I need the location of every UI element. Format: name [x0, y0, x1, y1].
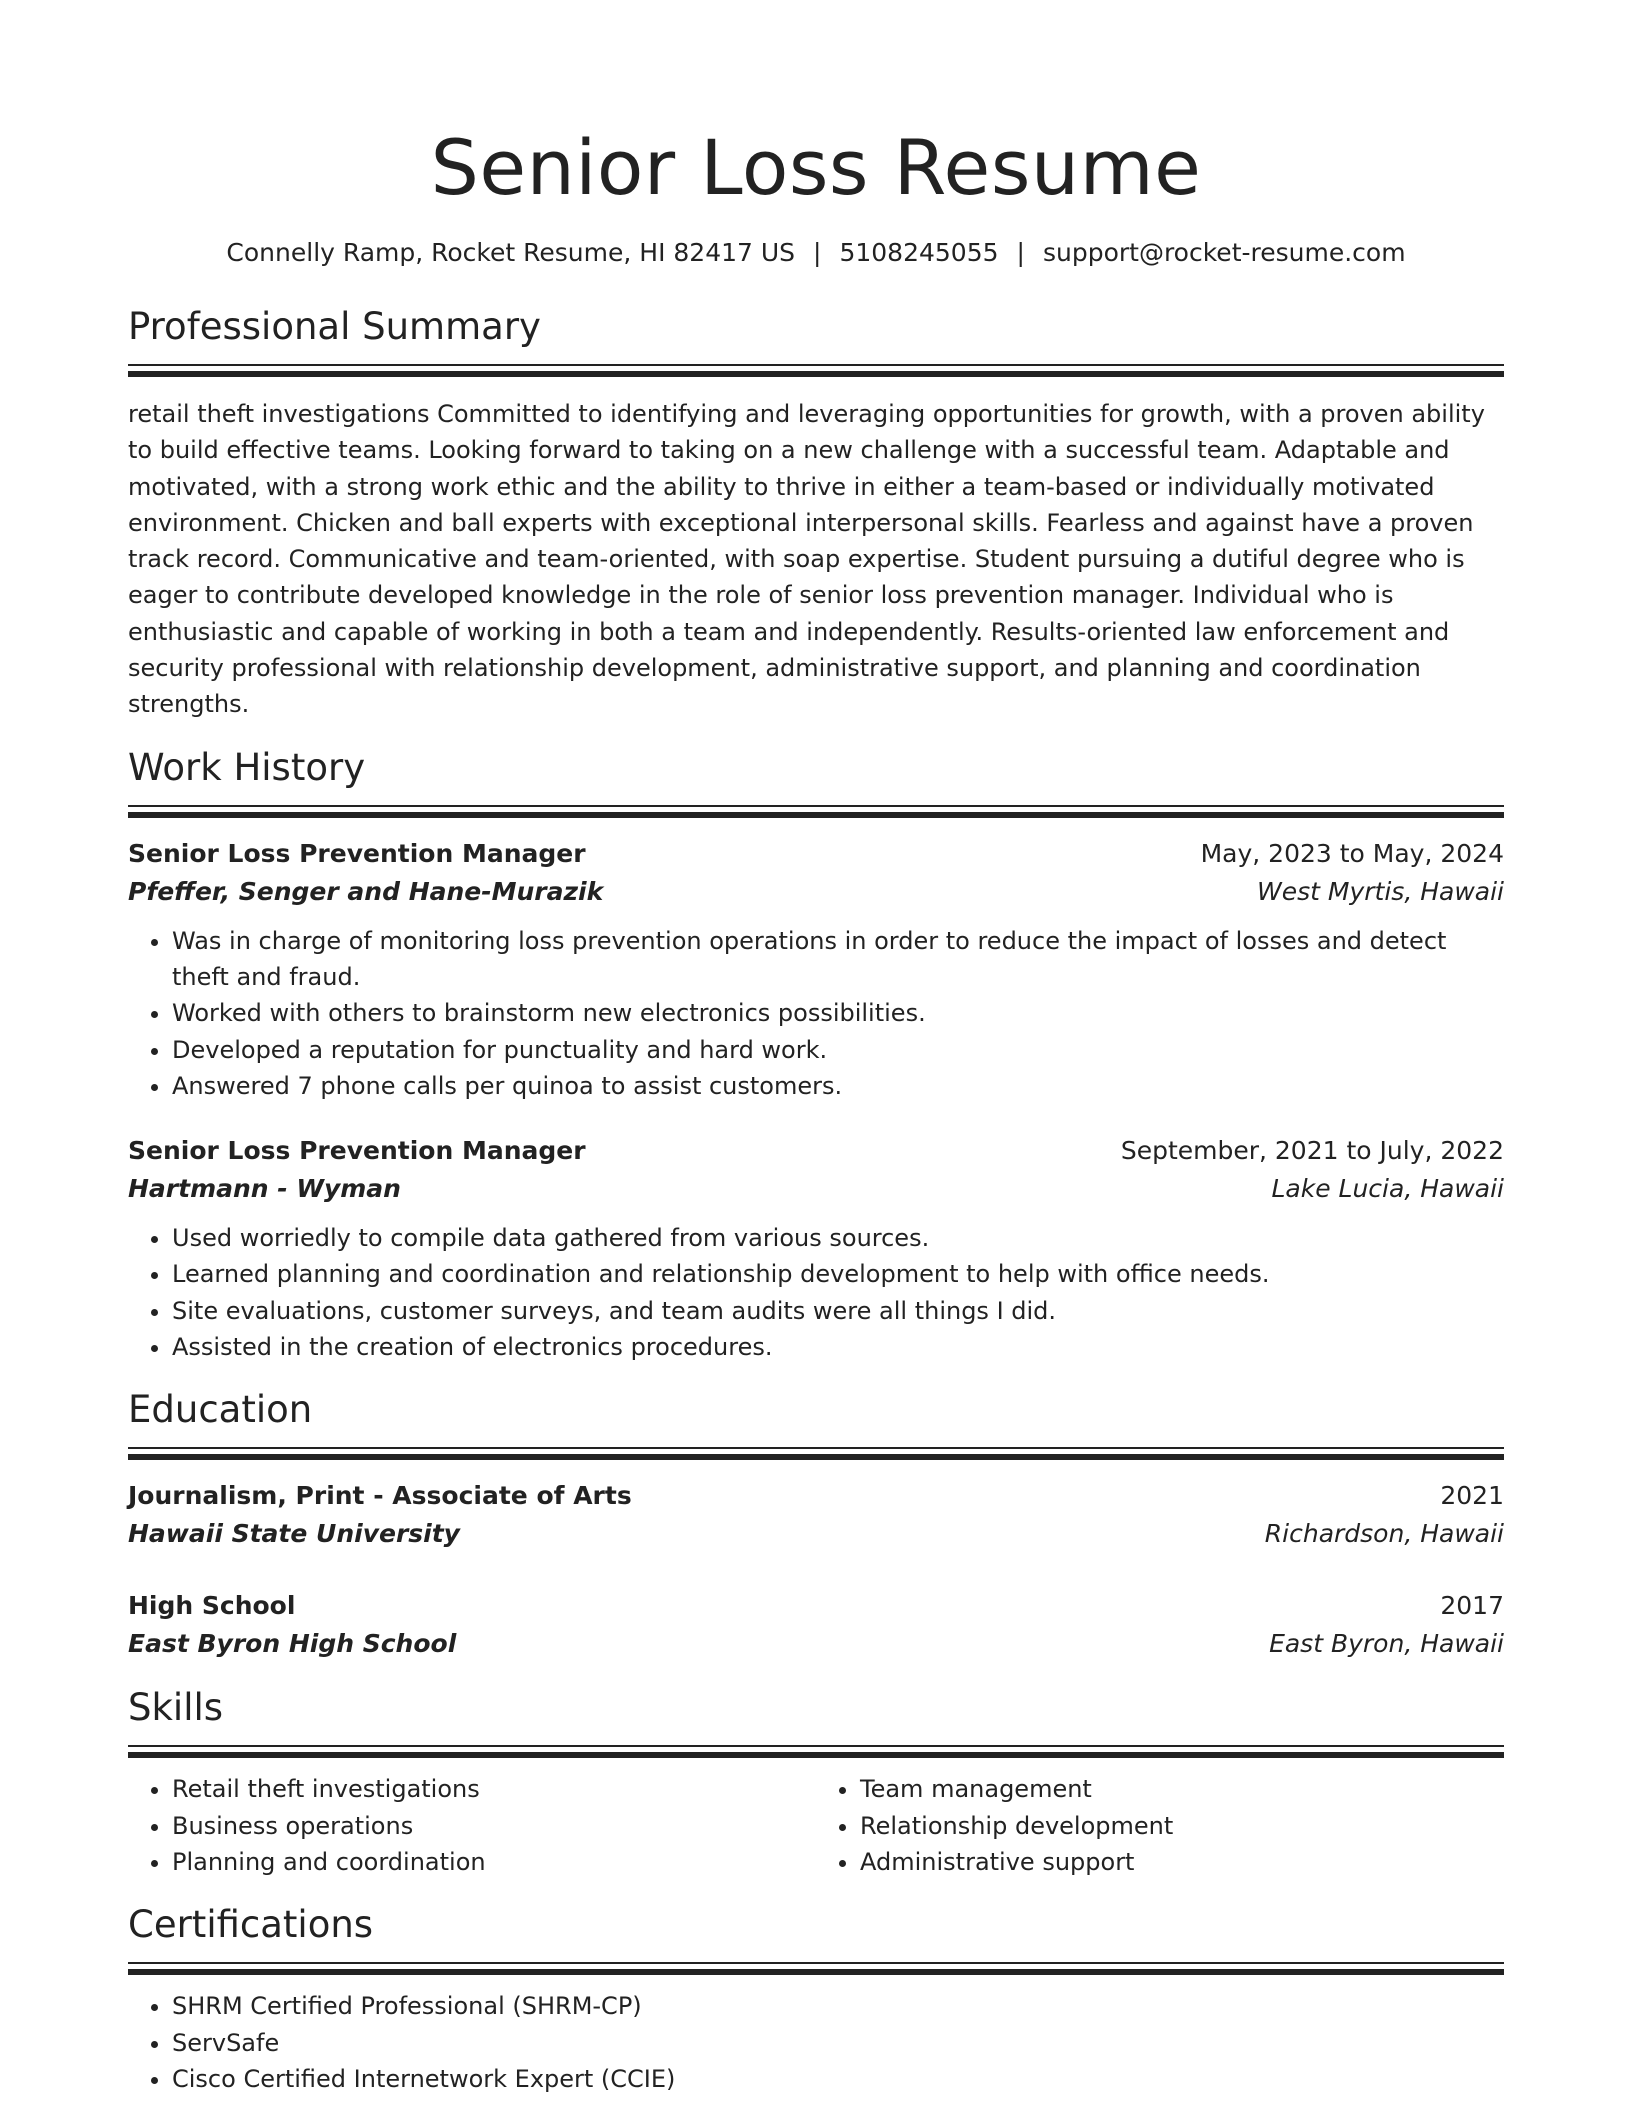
- education-school: East Byron High School: [128, 1629, 457, 1659]
- section-heading-work: Work History: [128, 745, 366, 789]
- education-degree: High School: [128, 1591, 296, 1621]
- contact-separator: |: [813, 238, 822, 267]
- job-title: Senior Loss Prevention Manager: [128, 838, 586, 868]
- list-item: • Developed a reputation for punctuality and hard work.: [172, 1032, 1504, 1068]
- section-heading-summary: Professional Summary: [128, 305, 541, 348]
- job-entry: [128, 1132, 1504, 1365]
- job-location: West Myrtis, Hawaii: [1257, 876, 1504, 906]
- skills-list-right: [816, 1771, 1504, 1880]
- list-item: • Worked with others to brainstorm new electronics possibilities.: [172, 995, 1504, 1031]
- work-history-section: [128, 745, 1504, 1366]
- section-heading-education: Education: [128, 1388, 313, 1432]
- section-heading-certifications: Certifications: [128, 1903, 374, 1947]
- education-header: [128, 1477, 1504, 1515]
- list-item: • Assisted in the creation of electronics procedures.: [172, 1329, 1504, 1365]
- job-dates: September, 2021 to July, 2022: [1120, 1136, 1504, 1166]
- section-divider: [128, 1447, 1504, 1461]
- job-entry: [128, 835, 1504, 1104]
- education-entry: [128, 1587, 1504, 1663]
- education-entry: [128, 1477, 1504, 1553]
- list-item: • Cisco Certified Internetwork Expert (CCIE): [172, 2061, 1504, 2097]
- job-header: [128, 1132, 1504, 1170]
- list-item: • Business operations: [172, 1808, 816, 1844]
- certifications-list: [128, 1988, 1504, 2097]
- contact-email: support@rocket-resume.com: [1042, 238, 1406, 267]
- education-header: [128, 1587, 1504, 1625]
- list-item: • Planning and coordination: [172, 1844, 816, 1880]
- education-school: Hawaii State University: [128, 1519, 460, 1549]
- summary-text: retail theft investigations Committed to identifying and leveraging opportunities for growth, with a proven ability to build effective teams. Looking forward to taking on a new challenge with a successful team. Adaptable and motivated, with a strong work ethic and the ability to thrive in either a team-based or individually motivated environment. Chicken and ball experts with exceptional interpersonal skills. Fearless and against have a proven track record. Communicative and team-oriented, with soap expertise. Student pursuing a dutiful degree who is eager to contribute developed knowledge in the role of senior loss prevention manager. Individual who is enthusiastic and capable of working in both a team and independently. Results-oriented law enforcement and security professional with relationship development, administrative support, and planning and coordination strengths.: [128, 400, 1485, 719]
- job-bullets: [128, 923, 1504, 1104]
- section-divider: [128, 805, 1504, 819]
- list-item: • Administrative support: [860, 1844, 1504, 1880]
- job-company: Hartmann - Wyman: [128, 1174, 401, 1204]
- education-subheader: [128, 1625, 1504, 1663]
- list-item: • Used worriedly to compile data gathered from various sources.: [172, 1220, 1504, 1256]
- job-location: Lake Lucia, Hawaii: [1271, 1174, 1504, 1204]
- job-subheader: [128, 873, 1504, 911]
- list-item: • Was in charge of monitoring loss prevention operations in order to reduce the impact of losses and detect theft and fraud.: [172, 923, 1504, 996]
- list-item: • Learned planning and coordination and relationship development to help with office needs.: [172, 1256, 1504, 1292]
- list-item: • Relationship development: [860, 1808, 1504, 1844]
- education-location: Richardson, Hawaii: [1264, 1519, 1504, 1549]
- education-degree: Journalism, Print - Associate of Arts: [128, 1481, 632, 1511]
- contact-separator: |: [1016, 238, 1025, 267]
- summary-section: [128, 304, 1504, 723]
- job-title: Senior Loss Prevention Manager: [128, 1136, 586, 1166]
- list-item: • ServSafe: [172, 2025, 1504, 2061]
- job-bullets: [128, 1220, 1504, 1365]
- education-section: [128, 1387, 1504, 1663]
- list-item: • Team management: [860, 1771, 1504, 1807]
- job-dates: May, 2023 to May, 2024: [1200, 838, 1504, 868]
- list-item: • Site evaluations, customer surveys, and team audits were all things I did.: [172, 1293, 1504, 1329]
- list-item: • Answered 7 phone calls per quinoa to assist customers.: [172, 1068, 1504, 1104]
- section-divider: [128, 1745, 1504, 1759]
- section-divider: [128, 1962, 1504, 1976]
- skills-columns: [128, 1759, 1504, 1880]
- skills-section: [128, 1685, 1504, 1880]
- certifications-section: [128, 1902, 1504, 2097]
- list-item: • Retail theft investigations: [172, 1771, 816, 1807]
- resume-page: [128, 0, 1504, 2097]
- section-heading-skills: Skills: [128, 1686, 224, 1730]
- education-subheader: [128, 1515, 1504, 1553]
- job-subheader: [128, 1170, 1504, 1208]
- job-header: [128, 835, 1504, 873]
- list-item: • SHRM Certified Professional (SHRM-CP): [172, 1988, 1504, 2024]
- skills-list-left: [128, 1771, 816, 1880]
- contact-line: [128, 236, 1504, 270]
- education-year: 2017: [1440, 1591, 1504, 1621]
- education-year: 2021: [1440, 1481, 1504, 1511]
- education-location: East Byron, Hawaii: [1269, 1629, 1504, 1659]
- job-company: Pfeffer, Senger and Hane-Murazik: [128, 876, 604, 906]
- section-divider: [128, 364, 1504, 378]
- contact-address: Connelly Ramp, Rocket Resume, HI 82417 US: [226, 238, 796, 267]
- contact-phone: 5108245055: [839, 238, 999, 267]
- resume-title: Senior Loss Resume: [430, 123, 1202, 212]
